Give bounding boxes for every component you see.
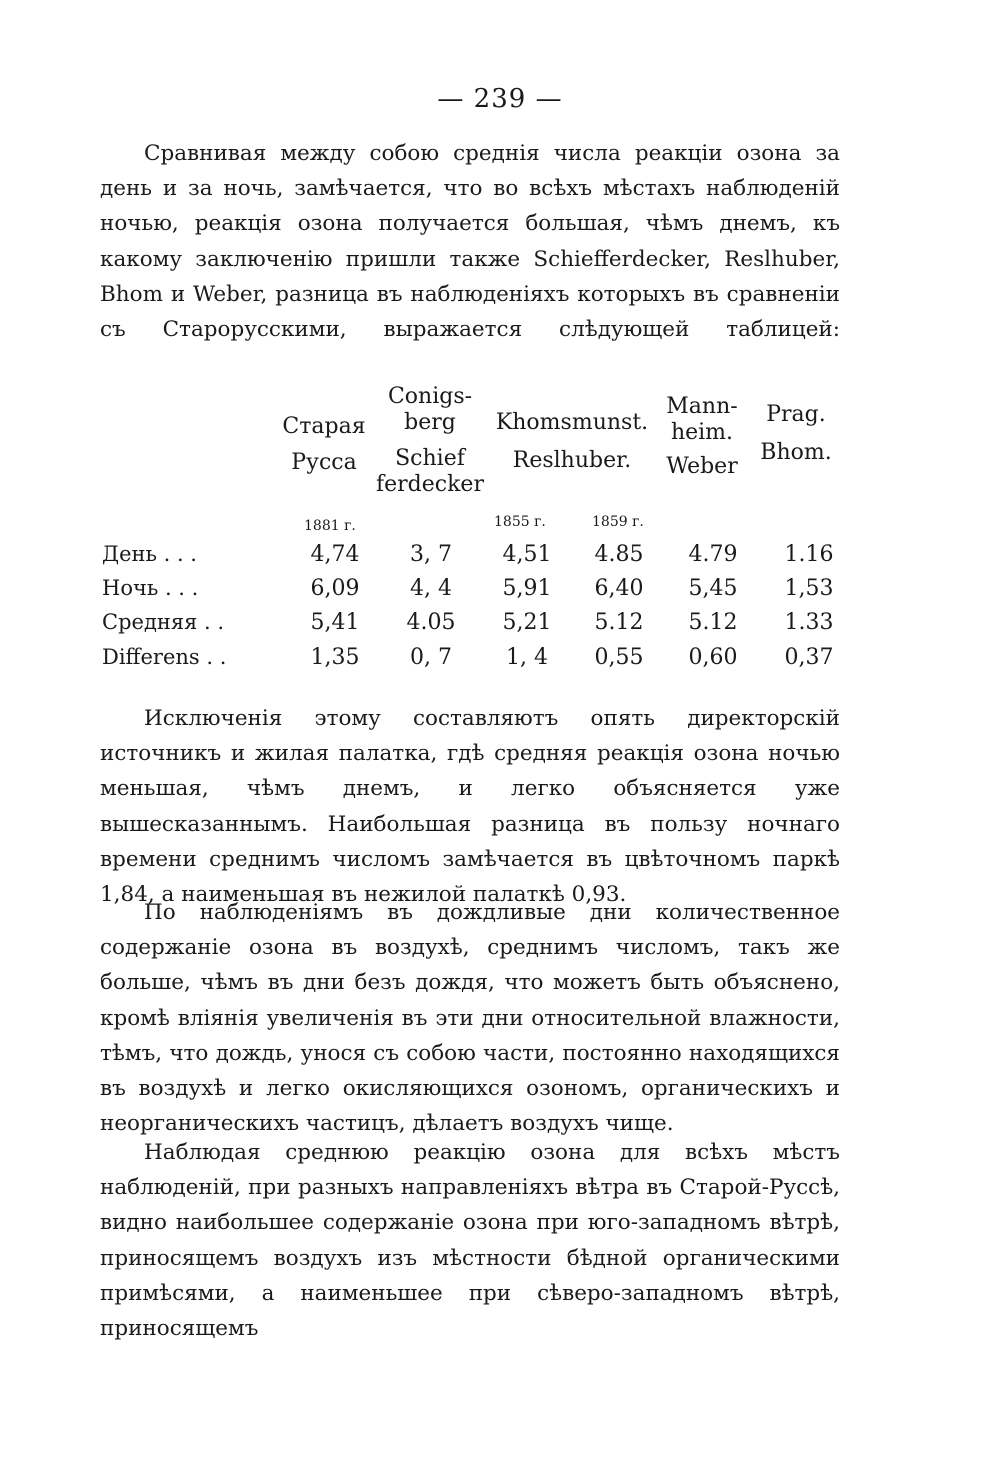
table-cell: 1,53 <box>784 576 834 601</box>
row-label-average: Средняя . . <box>102 610 225 634</box>
paragraph-exceptions: Исключенія этому составляютъ опять директорскій источникъ и жилая палатка, гдѣ средняя реакція озона ночью меньшая, чѣмъ днемъ, и легко объясняется уже вышесказаннымъ. Наибольшая разница въ пользу ночнаго времени среднимъ числомъ замѣчается въ цвѣточномъ паркѣ 1,84, а наименьшая въ нежилой палаткѣ 0,93. <box>100 706 840 908</box>
table-cell: 4, 4 <box>410 576 452 601</box>
table-cell: 1.33 <box>784 610 834 635</box>
year-label: 1855 г. <box>494 514 546 530</box>
header-line: Старая <box>282 414 366 439</box>
table-cell: 0,37 <box>784 645 834 670</box>
header-line: Khomsmunst. <box>495 410 649 435</box>
table-cell: 4.05 <box>406 610 456 635</box>
year-label: 1859 г. <box>592 514 644 530</box>
header-line: Weber <box>666 454 738 479</box>
table-cell: 3, 7 <box>410 542 452 567</box>
header-line: Conigs- <box>387 384 473 409</box>
header-khomsmunst <box>488 410 656 474</box>
table-cell: 4.79 <box>688 542 738 567</box>
table-cell: 6,09 <box>310 576 360 601</box>
header-line: Bhom. <box>760 440 832 465</box>
paragraph-rainy-days: По наблюденіямъ въ дождливые дни количественное содержаніе озона въ воздухѣ, среднимъ числомъ, такъ же больше, чѣмъ въ дни безъ дождя, что можетъ быть объяснено, кромѣ вліянія увеличенія въ эти дни относительной влажности, тѣмъ, что дождь, унося съ собою части, постоянно находящихся въ воздухѣ и легко окисляющихся озономъ, органическихъ и неорганическихъ частицъ, дѣлаетъ воздухъ чище. <box>100 900 840 1137</box>
table-cell: 5,21 <box>502 610 552 635</box>
table-cell: 5,91 <box>502 576 552 601</box>
header-staraya-russa <box>274 414 374 476</box>
table-cell: 1.16 <box>784 542 834 567</box>
table-cell: 5.12 <box>688 610 738 635</box>
table-cell: 5,45 <box>688 576 738 601</box>
header-line: heim. <box>670 420 734 445</box>
table-cell: 1,35 <box>310 645 360 670</box>
year-label: 1881 г. <box>304 518 356 534</box>
header-line: Schief <box>395 446 465 471</box>
header-line: Русса <box>291 450 357 475</box>
header-line: Reslhuber. <box>512 448 632 473</box>
paragraph-wind-direction: Наблюдая среднюю реакцію озона для всѣхъ мѣстъ наблюденій, при разныхъ направленіяхъ вѣтра въ Старой-Руссѣ, видно наибольшее содержаніе озона при юго-западномъ вѣтрѣ, приносящемъ воздухъ изъ мѣстности бѣдной органическими примѣсями, а наименьшее при сѣверо-западномъ вѣтрѣ, приносящемъ <box>100 1140 840 1342</box>
table-cell: 4,51 <box>502 542 552 567</box>
table-cell: 6,40 <box>594 576 644 601</box>
header-prag <box>752 402 840 466</box>
row-label-night: Ночь . . . <box>102 576 199 600</box>
header-line: Mann- <box>666 394 738 419</box>
row-label-day: День . . . <box>102 542 197 566</box>
table-cell: 0,55 <box>594 645 644 670</box>
header-conigsberg <box>368 384 492 498</box>
page-number: — 239 — <box>437 84 563 114</box>
row-label-differens: Differens . . <box>102 645 227 669</box>
table-cell: 0,60 <box>688 645 738 670</box>
table-cell: 4.85 <box>594 542 644 567</box>
paragraph-intro: Сравнивая между собою среднія числа реакціи озона за день и за ночь, замѣчается, что во всѣхъ мѣстахъ наблюденій ночью, реакція озона получается большая, чѣмъ днемъ, къ какому заключенію пришли также Schiefferdecker, Reslhuber, Bhom и Weber, разница въ наблюденіяхъ которыхъ въ сравненіи съ Старорусскими, выражается слѣдующей таблицей: <box>100 141 840 343</box>
table-cell: 5,41 <box>310 610 360 635</box>
header-line: Prag. <box>766 402 826 427</box>
table-cell: 4,74 <box>310 542 360 567</box>
header-line: berg <box>404 410 456 435</box>
table-cell: 0, 7 <box>410 645 452 670</box>
table-cell: 5.12 <box>594 610 644 635</box>
table-cell: 1, 4 <box>506 645 548 670</box>
header-mannheim <box>656 394 748 480</box>
header-line: ferdecker <box>376 472 484 497</box>
